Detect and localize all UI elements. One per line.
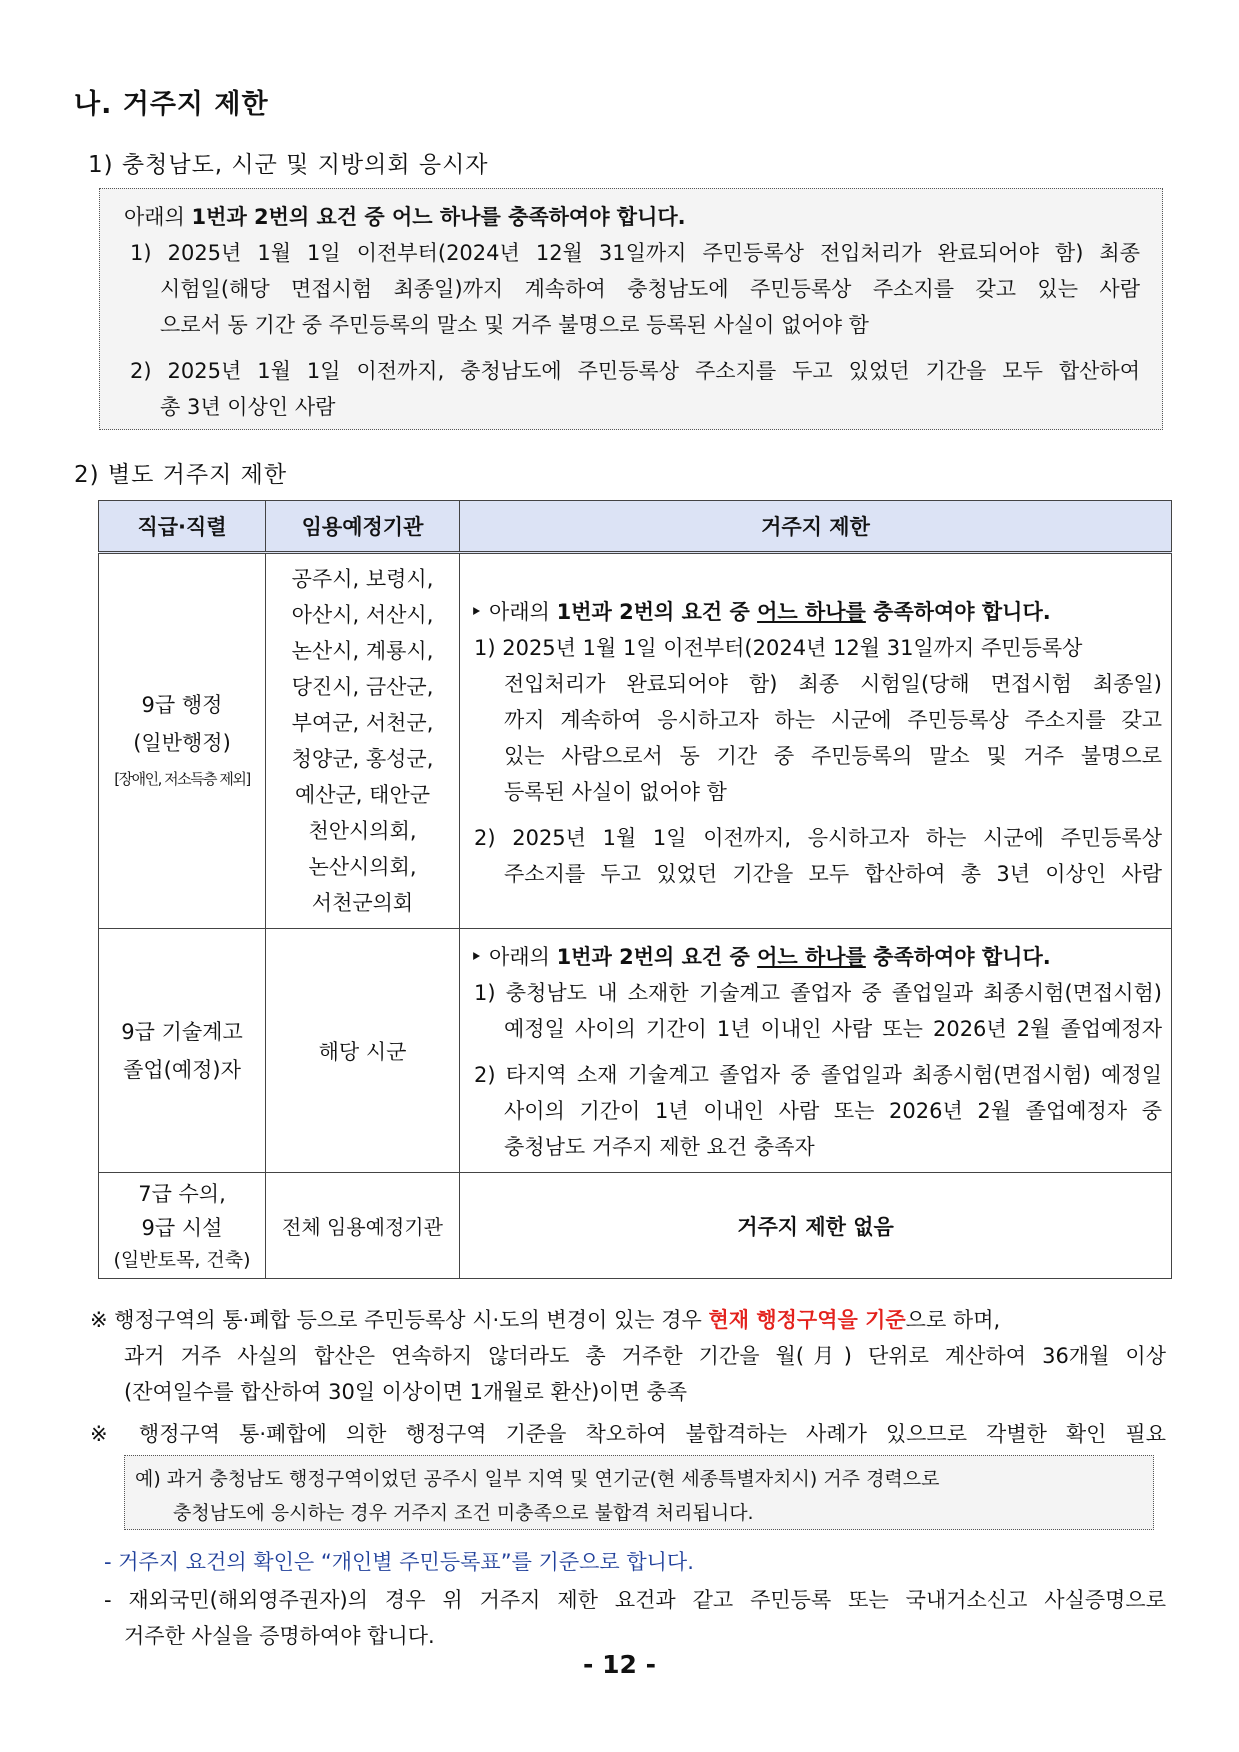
rank-line: 9급 행정: [141, 693, 223, 717]
header-agency: 임용예정기관: [266, 501, 460, 553]
rank-line: 졸업(예정)자: [123, 1057, 241, 1082]
table-header-row: [99, 501, 1172, 553]
table-row: [99, 553, 1172, 929]
row2-line: 사이의 기간이 1년 이내인 사람 또는 2026년 2월 졸업예정자 중: [504, 1099, 1162, 1123]
example-box: [124, 1455, 1154, 1530]
row2-agency: 해당 시군: [266, 929, 460, 1173]
table-row: [99, 929, 1172, 1173]
header-restriction: 거주지 제한: [460, 501, 1172, 553]
row3-restriction: 거주지 제한 없음: [460, 1173, 1172, 1279]
agency-line: 부여군, 서천군,: [291, 711, 434, 735]
subsection-1-title: 1) 충청남도, 시군 및 지방의회 응시자: [88, 152, 489, 178]
requirements-box: [99, 188, 1163, 430]
page-number: - 12 -: [583, 1650, 656, 1679]
dash-note-2-line1: - 재외국민(해외영주권자)의 경우 위 거주지 제한 요건과 같고 주민등록 또는 국내거소신고 사실증명으로: [104, 1588, 1166, 1612]
header-rank: 직급·직렬: [99, 501, 266, 553]
rank-line: 9급 기술계고: [121, 1019, 243, 1044]
rank-line: (일반행정): [133, 731, 231, 755]
row1-line: 2) 2025년 1월 1일 이전까지, 응시하고자 하는 시군에 주민등록상: [474, 826, 1162, 850]
row2-line: 2) 타지역 소재 기술계고 졸업자 중 졸업일과 최종시험(면접시험) 예정일: [474, 1063, 1162, 1087]
rank-line: (일반토목, 건축): [113, 1248, 251, 1271]
agency-line: 당진시, 금산군,: [291, 675, 434, 699]
row2-line: 1) 충청남도 내 소재한 기술계고 졸업자 중 졸업일과 최종시험(면접시험): [474, 981, 1162, 1005]
box-item1-line2: 시험일(해당 면접시험 최종일)까지 계속하여 충청남도에 주민등록상 주소지를 갖고 있는 사람: [160, 277, 1140, 301]
rank-line: 9급 시설: [141, 1215, 223, 1240]
row1-line: 주소지를 두고 있었던 기간을 모두 합산하여 총 3년 이상인 사람: [504, 862, 1162, 886]
section-title: 나. 거주지 제한: [74, 89, 269, 120]
row2-rank: [99, 929, 266, 1173]
note-1-line3: (잔여일수를 합산하여 30일 이상이면 1개월로 환산)이면 충족: [124, 1380, 688, 1404]
row1-line: 1) 2025년 1월 1일 이전부터(2024년 12월 31일까지 주민등록상: [474, 636, 1083, 660]
row2-restriction: [460, 929, 1172, 1173]
row1-line: 전입처리가 완료되어야 함) 최종 시험일(당해 면접시험 최종일): [504, 672, 1162, 696]
row1-line: 있는 사람으로서 동 기간 중 주민등록의 말소 및 거주 불명으로: [504, 744, 1162, 768]
box-item1-line3: 으로서 동 기간 중 주민등록의 말소 및 거주 불명으로 등록된 사실이 없어야 함: [160, 313, 869, 337]
agency-line: 청양군, 홍성군,: [291, 747, 434, 771]
row2-line: 예정일 사이의 기간이 1년 이내인 사람 또는 2026년 2월 졸업예정자: [504, 1017, 1162, 1041]
row2-line: 충청남도 거주지 제한 요건 충족자: [504, 1135, 815, 1159]
agency-line: 공주시, 보령시,: [291, 567, 434, 591]
row3-rank: [99, 1173, 266, 1279]
box-item2-line1: 2) 2025년 1월 1일 이전까지, 충청남도에 주민등록상 주소지를 두고 있었던 기간을 모두 합산하여: [130, 359, 1140, 383]
box-item2-line2: 총 3년 이상인 사람: [160, 395, 336, 419]
row1-line: 등록된 사실이 없어야 함: [504, 780, 727, 804]
row1-restriction: [460, 553, 1172, 929]
dash-note-2-line2: 거주한 사실을 증명하여야 합니다.: [124, 1624, 435, 1648]
row1-intro: ‣ 아래의 1번과 2번의 요건 중 어느 하나를 충족하여야 합니다.: [470, 600, 1051, 624]
row3-agency: 전체 임용예정기관: [266, 1173, 460, 1279]
box-intro: 아래의 1번과 2번의 요건 중 어느 하나를 충족하여야 합니다.: [124, 205, 686, 229]
subsection-2-title: 2) 별도 거주지 제한: [74, 462, 288, 488]
box-item1-line1: 1) 2025년 1월 1일 이전부터(2024년 12월 31일까지 주민등록상 전입처리가 완료되어야 함) 최종: [130, 241, 1140, 265]
agency-line: 논산시, 계룡시,: [291, 639, 434, 663]
row1-line: 까지 계속하여 응시하고자 하는 시군에 주민등록상 주소지를 갖고: [504, 708, 1162, 732]
row1-agencies: [266, 553, 460, 929]
agency-line: 서천군의회: [311, 891, 414, 915]
dash-note-1: - 거주지 요건의 확인은 “개인별 주민등록표”를 기준으로 합니다.: [104, 1550, 694, 1574]
agency-line: 천안시의회,: [308, 819, 417, 843]
note-2: ※ 행정구역 통·폐합에 의한 행정구역 기준을 착오하여 불합격하는 사례가 있으므로 각별한 확인 필요: [90, 1422, 1166, 1446]
agency-line: 논산시의회,: [308, 855, 417, 879]
row2-intro: ‣ 아래의 1번과 2번의 요건 중 어느 하나를 충족하여야 합니다.: [470, 945, 1051, 969]
example-line1: 예) 과거 충청남도 행정구역이었던 공주시 일부 지역 및 연기군(현 세종특별자치시) 거주 경력으로: [135, 1468, 940, 1490]
note-1: ※ 행정구역의 통·폐합 등으로 주민등록상 시·도의 변경이 있는 경우 현재 행정구역을 기준으로 하며,: [90, 1308, 1001, 1332]
agency-line: 아산시, 서산시,: [291, 603, 434, 627]
row1-rank: [99, 553, 266, 929]
example-line2: 충청남도에 응시하는 경우 거주지 조건 미충족으로 불합격 처리됩니다.: [173, 1502, 754, 1524]
rank-line: 7급 수의,: [138, 1181, 226, 1206]
table-row: [99, 1173, 1172, 1279]
residence-restriction-table: [98, 500, 1172, 1279]
rank-line: [장애인, 저소득층 제외]: [114, 770, 250, 788]
agency-line: 예산군, 태안군: [294, 783, 431, 807]
note-1-line2: 과거 거주 사실의 합산은 연속하지 않더라도 총 거주한 기간을 월(月) 단위로 계산하여 36개월 이상: [124, 1344, 1166, 1368]
